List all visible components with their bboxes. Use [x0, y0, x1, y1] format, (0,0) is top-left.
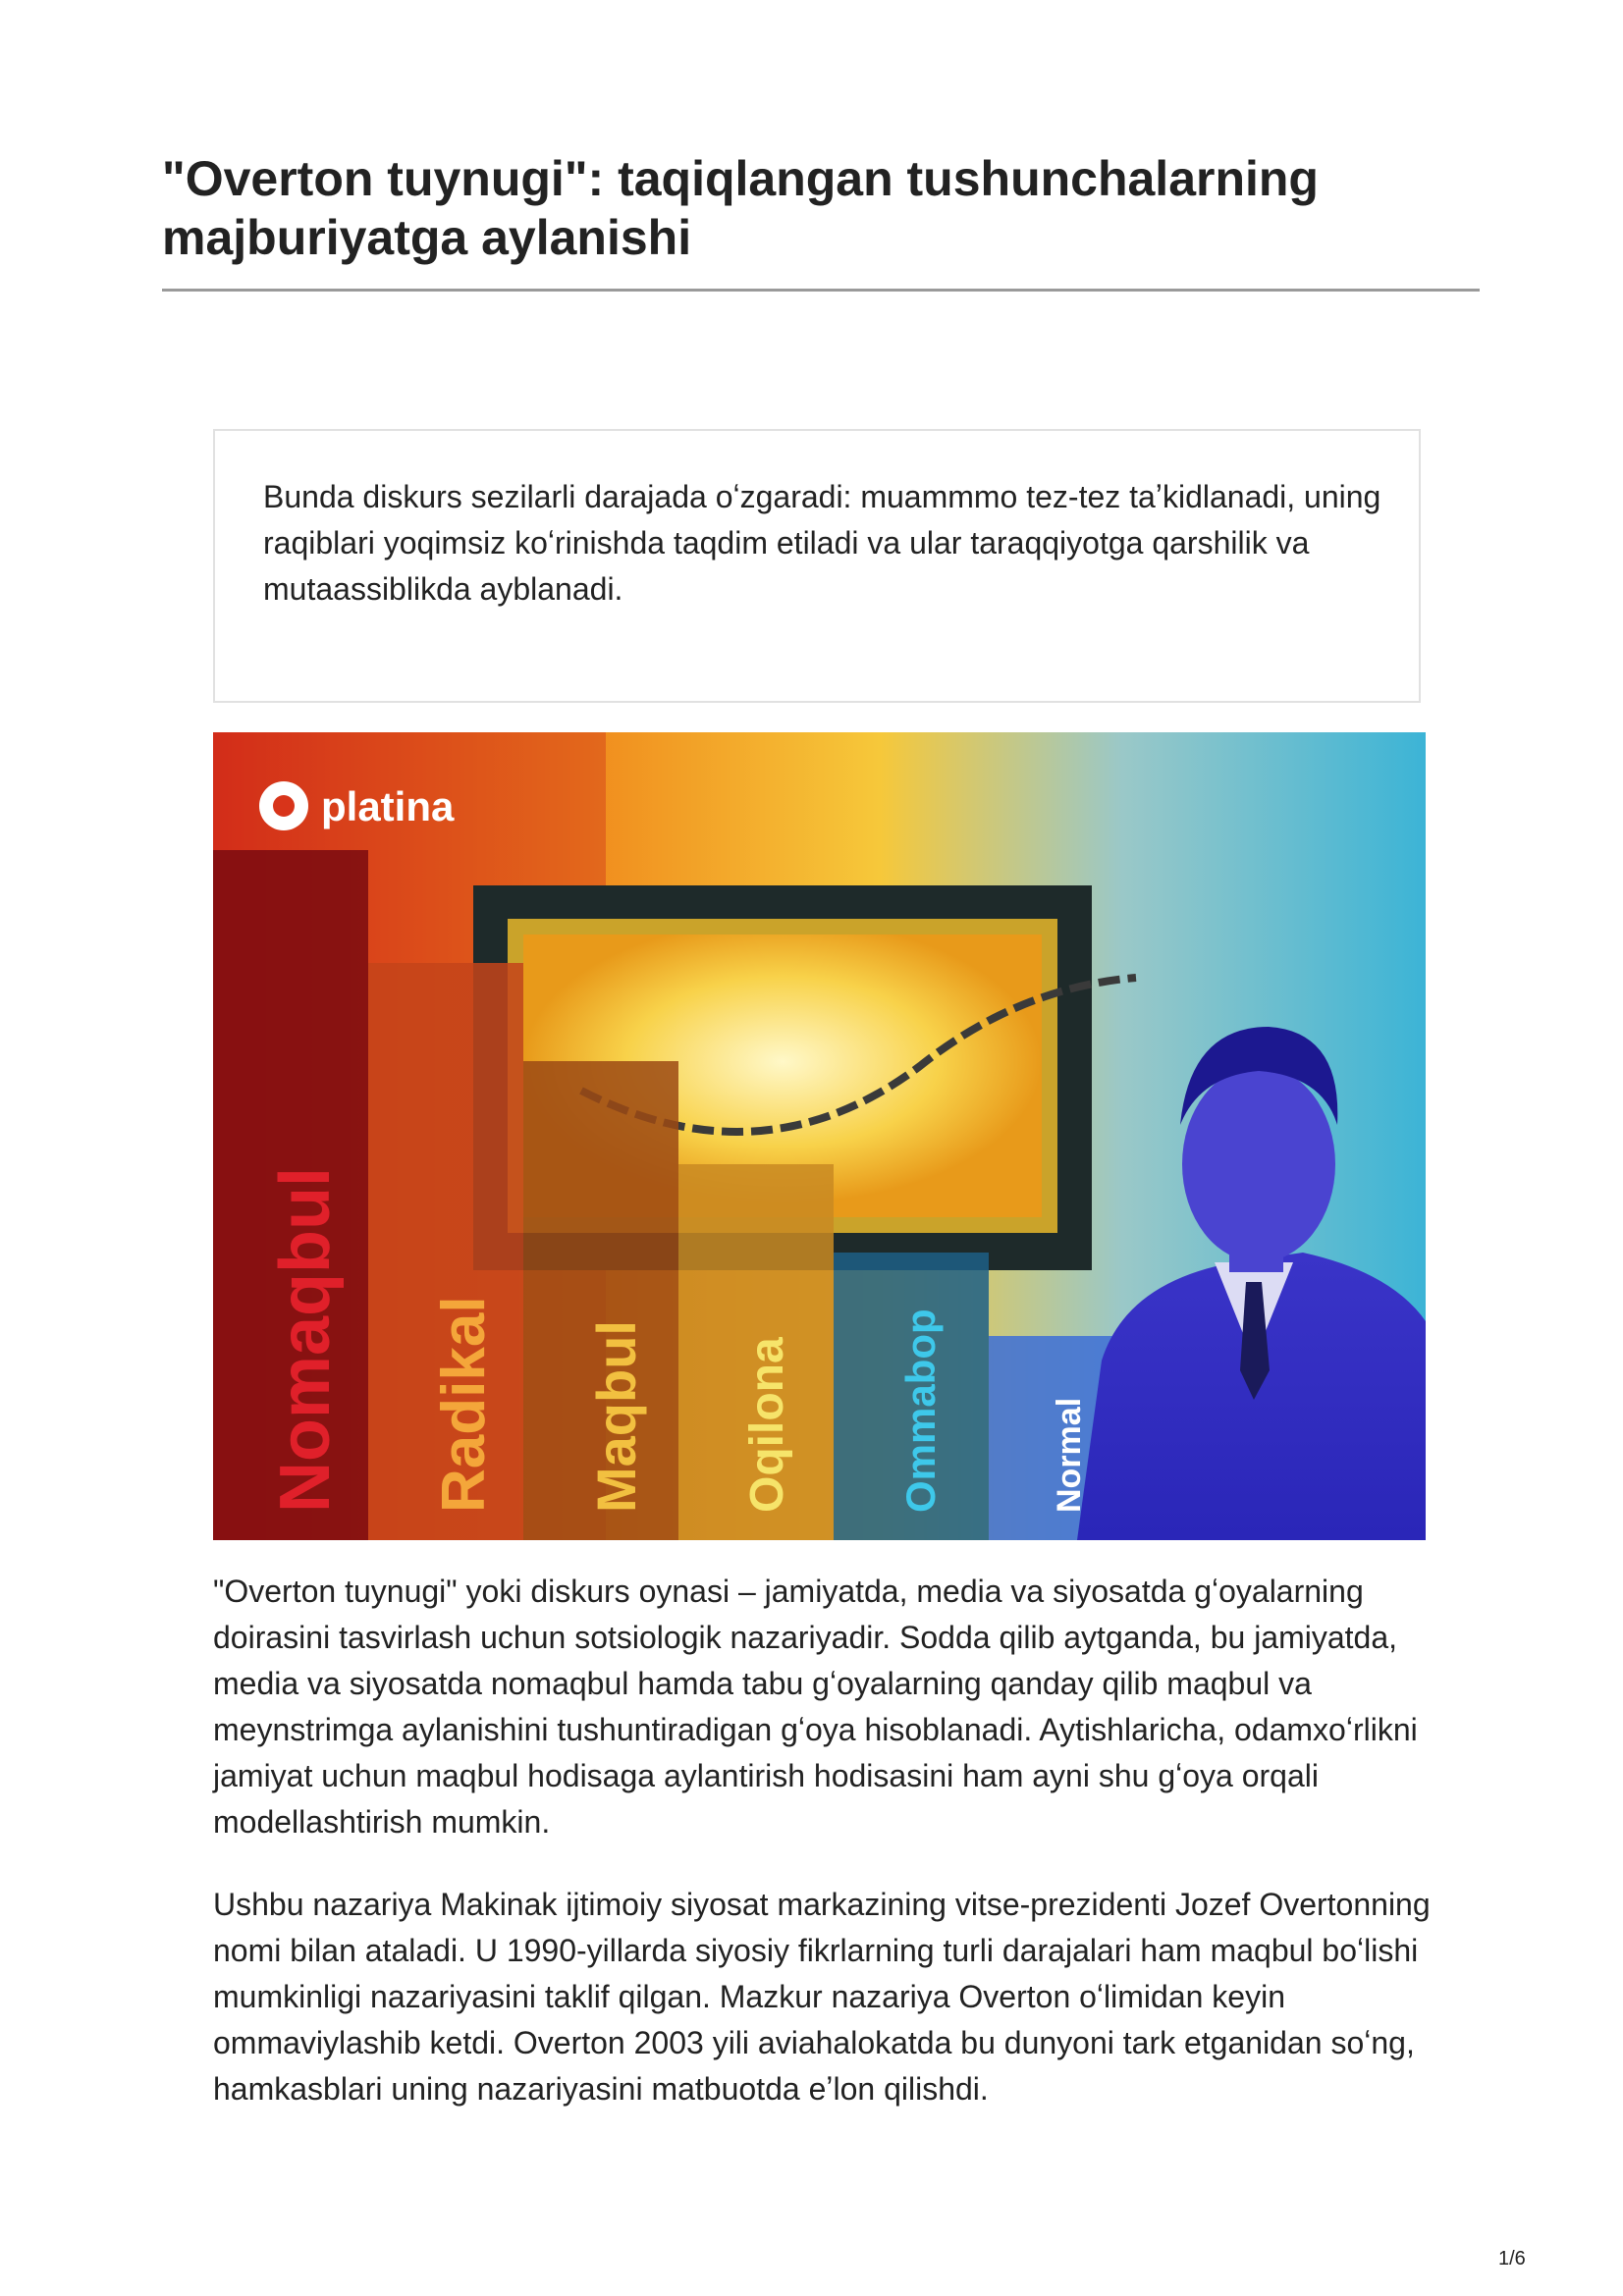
quote-text: Bunda diskurs sezilarli darajada oʻzgaradi: muammmo tez-tez taʼkidlanadi, uning raqiblari yoqimsiz koʻrinishda taqdim etiladi va ular taraqqiyotga qarshilik va mutaassiblikda ayblanadi.	[263, 479, 1381, 607]
bar-label-ommabop: Ommabop	[897, 1308, 944, 1513]
logo-text: platina	[321, 783, 455, 829]
page-title: "Overton tuynugi": taqiqlangan tushunchalarning majburiyatga aylanishi	[162, 151, 1319, 265]
platina-logo	[259, 781, 455, 830]
quote-box	[213, 429, 1421, 703]
bar-label-normal: Normal	[1051, 1397, 1088, 1513]
body-paragraph-2: Ushbu nazariya Makinak ijtimoiy siyosat markazining vitse-prezidenti Jozef Overtonning nomi bilan ataladi. U 1990-yillarda siyosiy fikrlarning turli darajalari ham maqbul boʻlishi mumkinligi nazariyasini taklif qilgan. Mazkur nazariya Overton oʻlimidan keyin ommaviylashib ketdi. Overton 2003 yili aviahalokatda bu dunyoni tark etganidan soʻng, hamkasblari uning nazariyasini matbuotda eʼlon qilishdi.	[213, 1887, 1431, 2107]
bar-label-radikal: Radikal	[430, 1296, 498, 1513]
bar-label-maqbul: Maqbul	[585, 1320, 647, 1513]
overton-window-illustration	[213, 732, 1426, 1540]
bar-label-nomaqbul: Nomaqbul	[266, 1167, 345, 1513]
title-divider	[162, 289, 1480, 292]
hero-image	[213, 732, 1426, 1540]
bar-label-oqilona: Oqilona	[741, 1337, 793, 1513]
page-number: 1/6	[1498, 2248, 1526, 2269]
body-paragraph-1: "Overton tuynugi" yoki diskurs oynasi – jamiyatda, media va siyosatda gʻoyalarning doirasini tasvirlash uchun sotsiologik nazariyadir. Sodda qilib aytganda, bu jamiyatda, media va siyosatda nomaqbul hamda tabu gʻoyalarning qanday qilib maqbul va meynstrimga aylanishini tushuntiradigan gʻoya hisoblanadi. Aytishlaricha, odamxoʻrlikni jamiyat uchun maqbul hodisaga aylantirish hodisasini ham ayni shu gʻoya orqali modellashtirish mumkin.	[213, 1574, 1418, 1840]
